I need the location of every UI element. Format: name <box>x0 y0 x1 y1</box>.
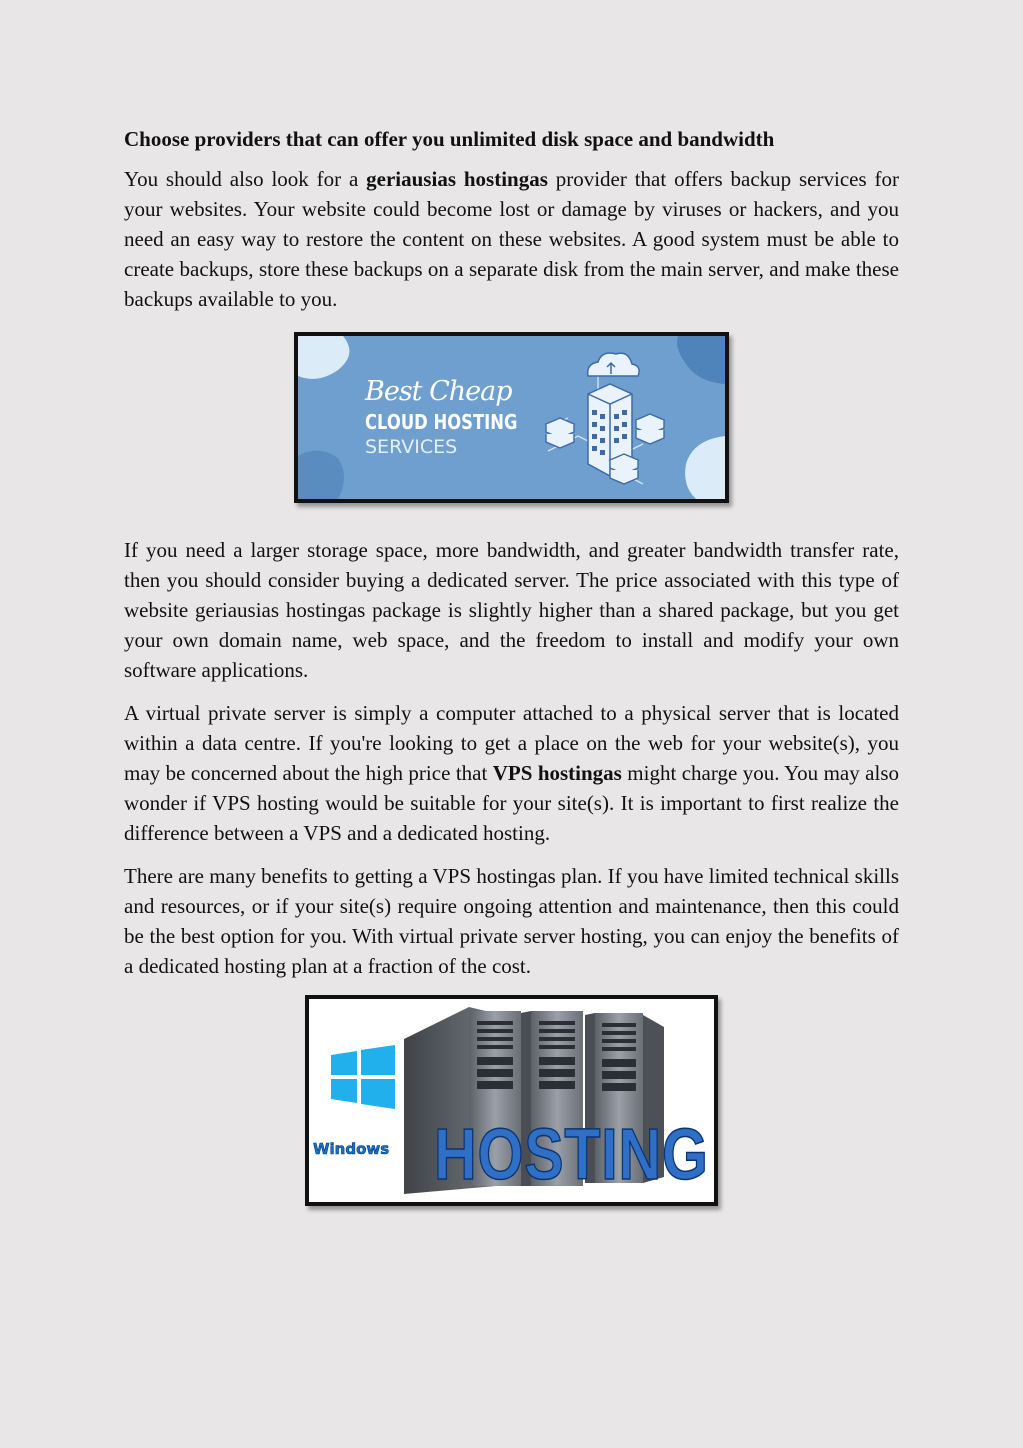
paragraph-vps-end: might charge you. You may also wonder if VPS hosting would be suitable for your site(s). It is important to first realize the difference between a VPS and a dedicated hosting. <box>124 761 899 845</box>
windows-hosting-banner <box>305 995 718 1206</box>
hosting-title-text: HOSTING <box>434 1115 709 1195</box>
paragraph-dedicated: If you need a larger storage space, more bandwidth, and greater bandwidth transfer rate, then you should consider buying a dedicated server. The price associated with this type of website geriausias hostingas package is slightly higher than a shared package, but you get your own domain name, web space, and the freedom to install and modify your own software applications. <box>124 538 899 682</box>
paragraph-vps <box>124 698 899 848</box>
keyword-vps: VPS hostingas <box>492 761 622 785</box>
banner-title-main: CLOUD HOSTING <box>365 410 518 434</box>
cloud-icon <box>588 353 639 376</box>
paragraph-backup <box>124 164 899 314</box>
paragraph-backup-end: provider that offers backup services for your websites. Your website could become lost or damage by viruses or hackers, and you need an easy way to restore the content on these websites. A good system must be able to create backups, store these backups on a separate disk from the main server, and make these backups available to you. <box>124 167 899 311</box>
windows-brand-text: Windows <box>313 1140 390 1158</box>
cloud-hosting-banner <box>294 332 729 503</box>
paragraph-benefits: There are many benefits to getting a VPS hostingas plan. If you have limited technical skills and resources, or if your site(s) require ongoing attention and maintenance, then this could be the best option for you. With virtual private server hosting, you can enjoy the benefits of a dedicated hosting plan at a fraction of the cost. <box>124 864 899 978</box>
document-page <box>124 124 899 1206</box>
banner-title-script: Best Cheap <box>365 376 512 407</box>
windows-logo-icon <box>331 1045 395 1109</box>
section-heading: Choose providers that can offer you unlimited disk space and bandwidth <box>124 127 775 151</box>
banner-subtitle: SERVICES <box>365 436 458 458</box>
paragraph-backup-start: You should also look for a <box>124 167 367 191</box>
paragraph-vps-start: A virtual private server is simply a computer attached to a physical server that is located within a data centre. If you're looking to get a place on the web for your website(s), you may be concerned about the high price that <box>124 701 899 785</box>
keyword-link: geriausias hostingas <box>366 167 548 191</box>
